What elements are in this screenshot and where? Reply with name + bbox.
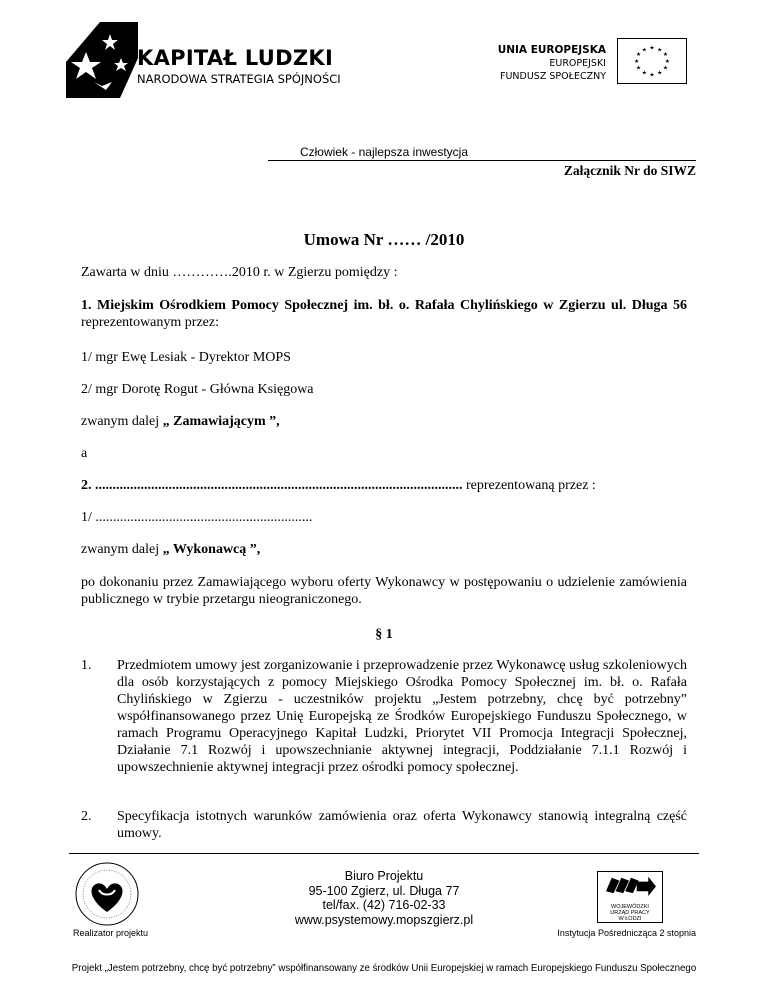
eu-line-3: FUNDUSZ SPOŁECZNY: [500, 71, 606, 82]
party-2: [81, 477, 687, 494]
party-1-name: 1. Miejskim Ośrodkiem Pomocy Społecznej im. bł. o. Rafała Chylińskiego w Zgierzu ul. Długa 56: [81, 298, 687, 313]
conjunction: a: [81, 446, 88, 461]
eu-line-1: UNIA EUROPEJSKA: [497, 44, 606, 56]
kapital-ludzki-logo-icon: [66, 22, 138, 98]
svg-text:★: ★: [657, 47, 663, 54]
biuro-website: www.psystemowy.mopszgierz.pl: [294, 912, 474, 927]
svg-text:★: ★: [649, 45, 655, 52]
preamble: po dokonaniu przez Zamawiającego wyboru oferty Wykonawcy w postępowaniu o udzielenie zamówienia publicznego w trybie przetargu nieograniczonego.: [81, 575, 687, 607]
wykonawca-prefix: zwanym dalej: [81, 542, 163, 557]
wup-label: [597, 904, 663, 922]
svg-text:★: ★: [636, 65, 642, 72]
svg-text:★: ★: [634, 58, 640, 65]
representative-2: 2/ mgr Dorotę Rogut - Główna Księgowa: [81, 382, 314, 397]
wup-line-2: URZĄD PRACY: [610, 910, 650, 916]
svg-text:★: ★: [664, 58, 670, 65]
item-1-number: 1.: [81, 658, 92, 673]
party-1: [81, 297, 687, 331]
contract-title: Umowa Nr …… /2010: [303, 230, 465, 249]
svg-text:★: ★: [662, 52, 668, 59]
eu-line-2: EUROPEJSKI: [549, 58, 606, 69]
wup-line-1: WOJEWÓDZKI: [611, 904, 649, 910]
svg-text:★: ★: [641, 47, 647, 54]
party-2-name: 2. .........................................................................................................: [81, 478, 463, 493]
project-footer: Projekt „Jestem potrzebny, chcę być potrzebny” współfinansowany ze środków Unii Europejskiej w ramach Europejskiego Funduszu Społecznego: [71, 963, 697, 974]
annex-label: Załącznik Nr do SIWZ: [563, 163, 696, 178]
wykonawca-clause: [81, 541, 687, 558]
svg-text:★: ★: [636, 52, 642, 59]
wup-line-3: W ŁODZI: [618, 916, 642, 922]
biuro-phone: tel/fax. (42) 716-02-33: [322, 898, 446, 912]
mops-seal-icon: [66, 860, 148, 930]
zamawiajacy-label: „ Zamawiającym ”,: [162, 414, 280, 429]
item-2-number: 2.: [81, 809, 92, 824]
logo-subtitle: NARODOWA STRATEGIA SPÓJNOŚCI: [137, 72, 341, 86]
eu-label: [470, 44, 606, 83]
item-2-text: Specyfikacja istotnych warunków zamówienia oraz oferta Wykonawcy stanowią integralną część umowy.: [117, 809, 687, 841]
biuro-title: Biuro Projektu: [344, 869, 424, 883]
item-1-text: Przedmiotem umowy jest zorganizowanie i przeprowadzenie przez Wykonawcę usług szkoleniowych dla osób korzystających z pomocy Miejskiego Ośrodka Pomocy Społecznej im. bł. o. Rafała Chylińskiego w Zgierzu - uczestników projektu „Jestem potrzebny, chcę być potrzebny” współfinansowanego przez Unię Europejską ze Środków Europejskiego Funduszu Społecznego, w ramach Programu Operacyjnego Kapitał Ludzki, Priorytet VII Promocja Integracji Społecznej, Działanie 7.1 Rozwój i upowszechnianie aktywnej integracji, Poddziałanie 7.1.1 Rozwój i upowszechnienie aktywnej integracji przez ośrodki pomocy społecznej.: [117, 658, 687, 775]
representative-1: 1/ mgr Ewę Lesiak - Dyrektor MOPS: [81, 350, 291, 365]
slogan: Człowiek - najlepsza inwestycja: [299, 145, 469, 159]
representative-3: 1/ ..............................................................: [81, 510, 313, 525]
svg-text:★: ★: [662, 65, 668, 72]
realizator-label: Realizator projektu: [73, 928, 149, 938]
instytucja-label: Instytucja Pośrednicząca 2 stopnia: [557, 928, 696, 938]
svg-text:★: ★: [641, 70, 647, 77]
header-divider: [268, 160, 696, 161]
footer-divider: [69, 853, 699, 854]
logo-title: KAPITAŁ LUDZKI: [137, 46, 334, 70]
section-1-heading: § 1: [375, 627, 393, 642]
contract-intro: Zawarta w dniu ………….2010 r. w Zgierzu pomiędzy :: [81, 265, 398, 280]
svg-text:★: ★: [649, 72, 655, 79]
party-1-suffix: reprezentowanym przez:: [81, 315, 219, 330]
eu-flag-icon: [617, 38, 687, 84]
svg-text:★: ★: [657, 70, 663, 77]
party-2-suffix: reprezentowaną przez :: [462, 478, 596, 493]
biuro-address: 95-100 Zgierz, ul. Długa 77: [308, 883, 460, 898]
wykonawca-label: „ Wykonawcą ”,: [162, 542, 261, 557]
zamawiajacy-clause: [81, 413, 687, 430]
project-office: [254, 869, 514, 927]
zamawiajacy-prefix: zwanym dalej: [81, 414, 163, 429]
